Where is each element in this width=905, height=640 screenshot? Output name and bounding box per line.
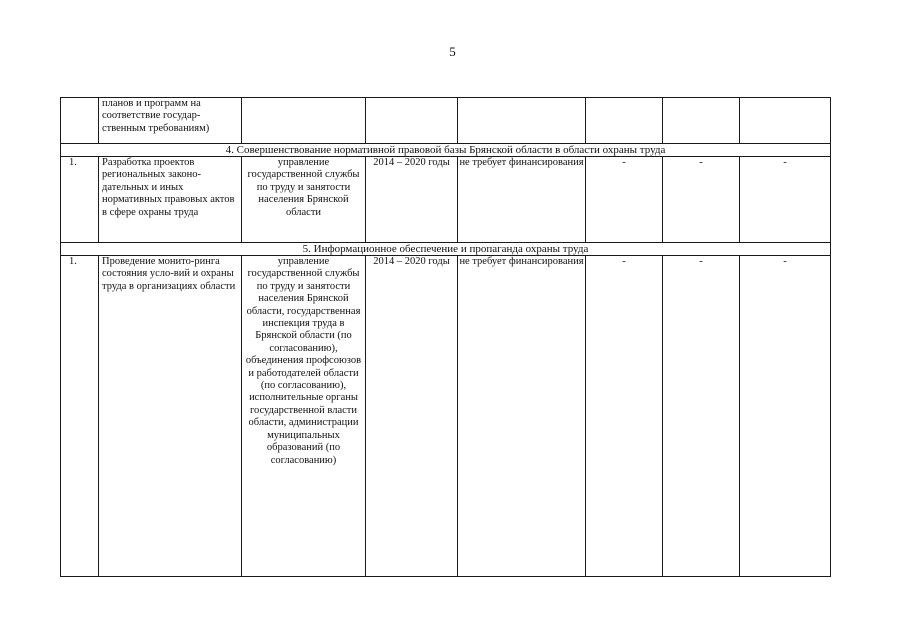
cell-col8: - — [740, 256, 831, 577]
cell-col8 — [740, 98, 831, 144]
cell-number: 1. — [61, 157, 99, 243]
cell-period: 2014 – 2020 годы — [366, 256, 458, 577]
cell-financing — [458, 98, 586, 144]
page-number: 5 — [449, 44, 456, 59]
cell-executor — [242, 98, 366, 144]
cell-financing: не требует финансирования — [458, 157, 586, 243]
cell-col6 — [586, 98, 663, 144]
section-title: 4. Совершенствование нормативной правовой базы Брянской области в области охраны труда — [61, 144, 831, 157]
cell-measure: Разработка проектов региональных законо-дательных и иных нормативных правовых актов в сфере охраны труда — [99, 157, 242, 243]
cell-financing: не требует финансирования — [458, 256, 586, 577]
section-header-row — [61, 144, 831, 157]
cell-col7: - — [663, 157, 740, 243]
cell-measure: Проведение монито-ринга состояния усло-вий и охраны труда в организациях области — [99, 256, 242, 577]
table-row — [61, 98, 831, 144]
cell-executor: управление государственной службы по труду и занятости населения Брянской области — [242, 157, 366, 243]
cell-period: 2014 – 2020 годы — [366, 157, 458, 243]
program-table — [60, 97, 831, 577]
cell-col6: - — [586, 157, 663, 243]
cell-measure: планов и программ на соответствие государ-ственным требованиям) — [99, 98, 242, 144]
cell-col6: - — [586, 256, 663, 577]
cell-col7 — [663, 98, 740, 144]
cell-executor: управление государственной службы по труду и занятости населения Брянской области, государственная инспекция труда в Брянской области (по согласованию), объединения профсоюзов и работодателей области (по согласованию), исполнительные органы государственной власти области, администрации муниципальных образований (по согласованию) — [242, 256, 366, 577]
cell-period — [366, 98, 458, 144]
section-title: 5. Информационное обеспечение и пропаганда охраны труда — [61, 243, 831, 256]
cell-number: 1. — [61, 256, 99, 577]
table-row — [61, 157, 831, 243]
cell-col8: - — [740, 157, 831, 243]
cell-number — [61, 98, 99, 144]
cell-col7: - — [663, 256, 740, 577]
table-row — [61, 256, 831, 577]
section-header-row — [61, 243, 831, 256]
